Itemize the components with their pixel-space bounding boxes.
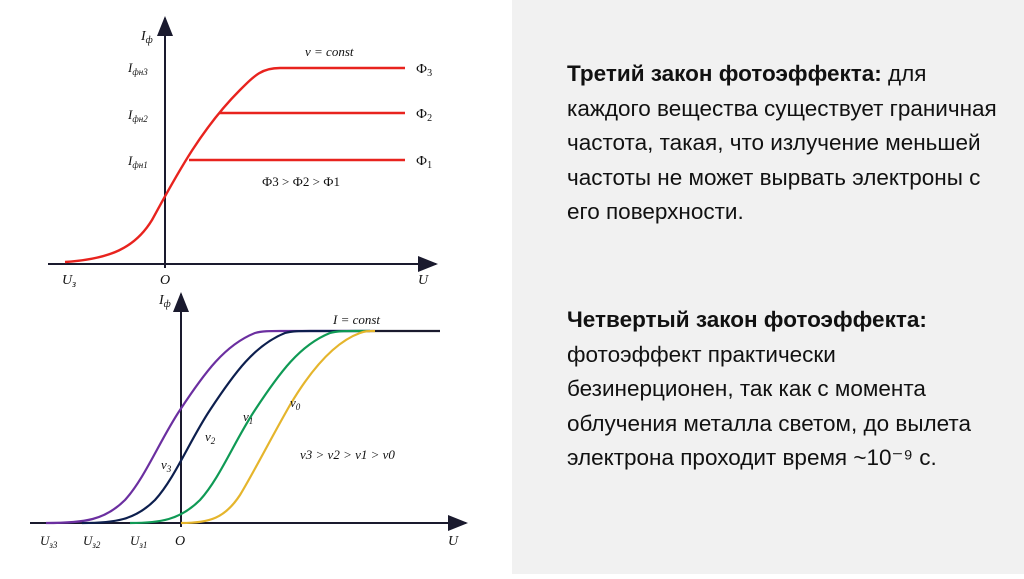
top-level-label-2: $I_{фн2}$ — [128, 107, 148, 124]
bottom-curve-label-nu3: $\nu_3$ — [161, 457, 172, 474]
top-y-axis-label: $I_ф$ — [141, 29, 153, 46]
bottom-curve-label-nu2: $\nu_2$ — [205, 429, 216, 446]
top-origin-label: O — [160, 273, 171, 288]
law4-body-1: фотоэффект практически безинерционен, так как с момента облучения металла светом, до вылета электрона проходит время — [567, 341, 971, 470]
top-chart — [48, 18, 436, 290]
top-inequality: Ф3 > Ф2 > Ф1 — [262, 174, 340, 189]
law4-time: ~10⁻⁹ — [853, 445, 914, 470]
top-curve-label-3: $Ф_3$ — [416, 62, 433, 79]
law4-title: Четвертый закон фотоэффекта: — [567, 307, 927, 332]
law3-body: для каждого вещества существует граничная частота, такая, что излучение меньшей частоты не может вырвать электроны с его поверхности. — [567, 61, 997, 224]
bottom-x-label-u1: $U_{з1}$ — [130, 533, 148, 550]
bottom-x-label-u3: $U_{з3}$ — [40, 533, 58, 550]
bottom-curve-label-nu0: $\nu_0$ — [290, 395, 301, 412]
top-neg-axis-label: $U_з$ — [62, 273, 77, 290]
bottom-inequality: ν3 > ν2 > ν1 > ν0 — [300, 447, 395, 462]
bottom-origin-label: O — [175, 534, 186, 549]
bottom-x-label-u2: $U_{з2}$ — [83, 533, 101, 550]
bottom-curve-label-nu1: $\nu_1$ — [243, 409, 254, 426]
bottom-condition: I = const — [333, 312, 381, 327]
top-curve-phi3 — [65, 68, 405, 262]
law4-body-2: с. — [913, 445, 937, 470]
bottom-y-axis-label: $I_ф$ — [159, 293, 171, 310]
top-curve-label-1: $Ф_1$ — [416, 154, 433, 171]
bottom-curve-nu1 — [130, 331, 370, 523]
bottom-curve-nu0 — [181, 331, 375, 523]
law3-paragraph — [567, 57, 1007, 230]
top-level-label-3: $I_{фн3}$ — [128, 60, 148, 77]
top-level-label-1: $I_{фн1}$ — [128, 153, 148, 170]
diagram-panel — [0, 0, 512, 574]
top-curve-label-2: $Ф_2$ — [416, 107, 433, 124]
law3-title: Третий закон фотоэффекта: — [567, 61, 882, 86]
bottom-chart — [30, 293, 466, 550]
bottom-x-axis-label: U — [448, 534, 459, 549]
photoeffect-diagrams — [0, 0, 512, 574]
top-condition: ν = const — [305, 44, 354, 59]
bottom-curve-nu2 — [82, 331, 370, 523]
top-x-axis-label: U — [418, 273, 429, 288]
law4-paragraph — [567, 303, 1007, 476]
